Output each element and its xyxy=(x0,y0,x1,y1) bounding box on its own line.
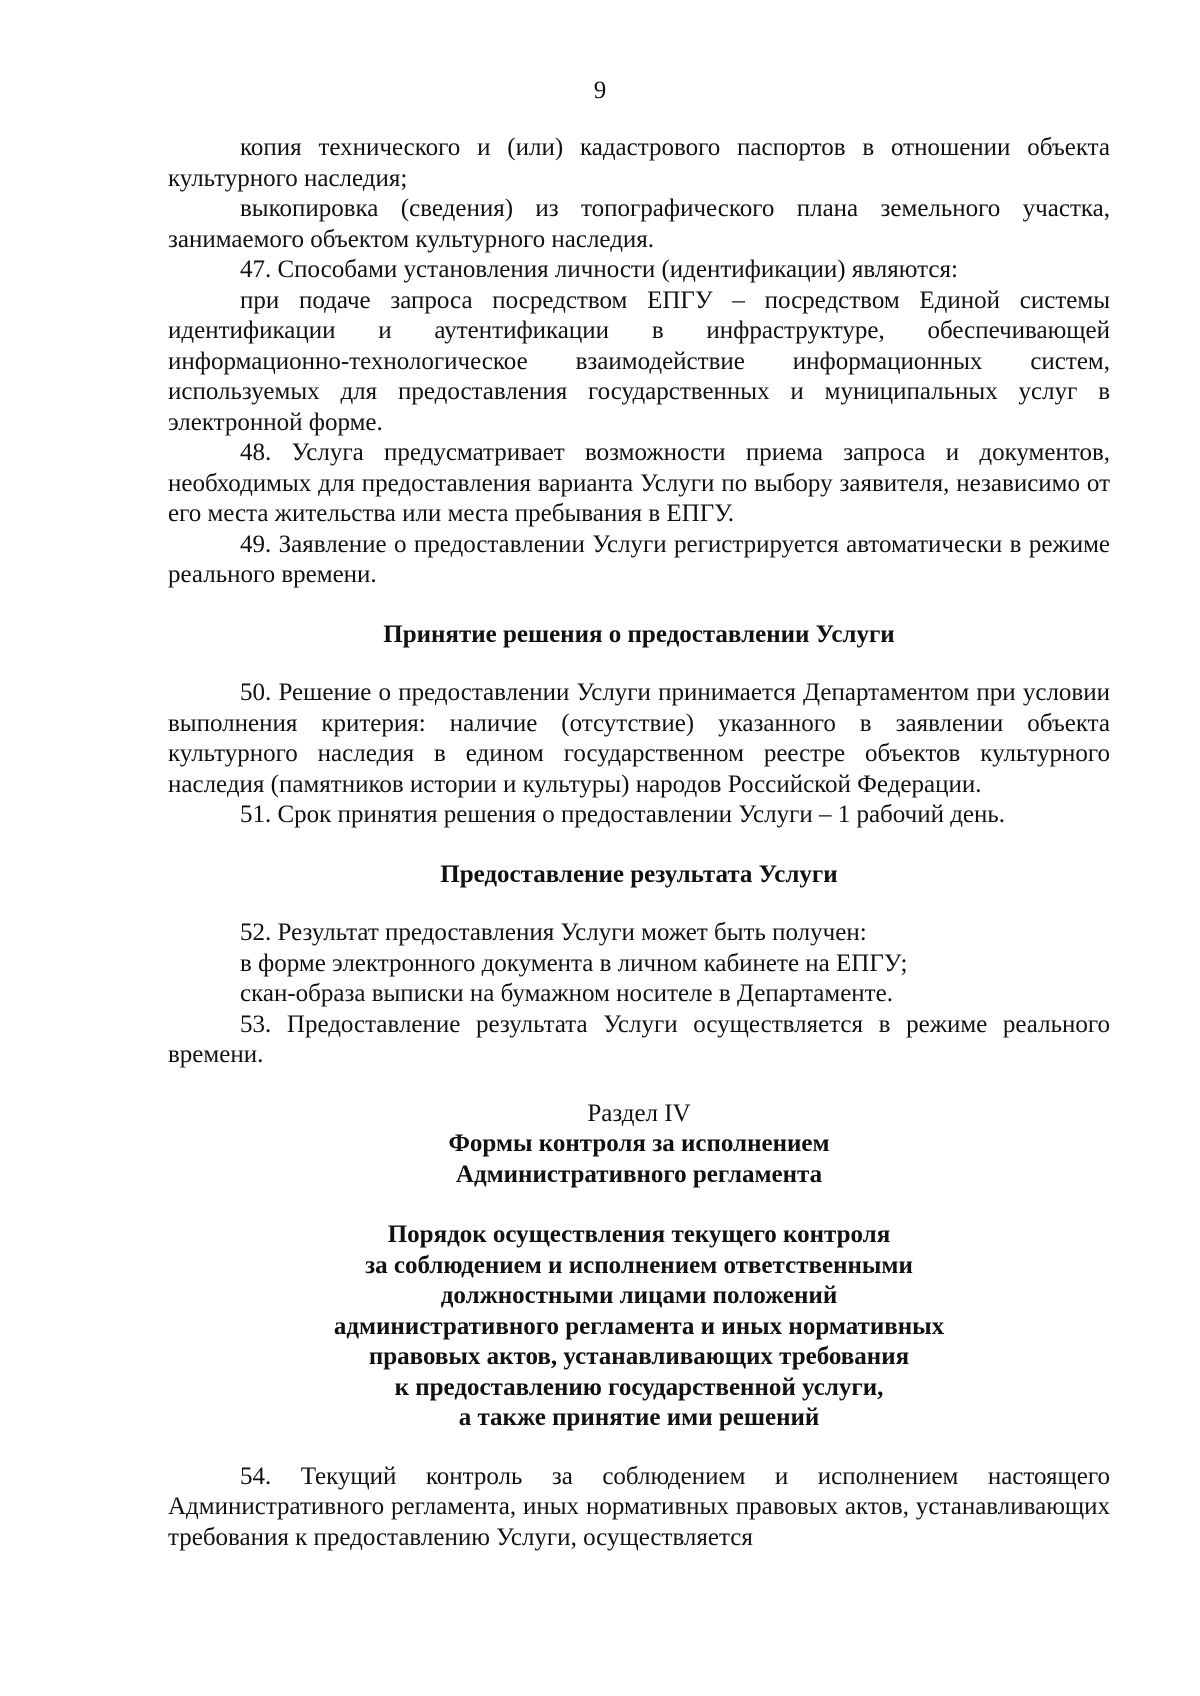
section-title-line-2: Административного регламента xyxy=(455,1160,823,1188)
heading-decision: Принятие решения о предоставлении Услуги xyxy=(383,620,895,648)
page-number: 9 xyxy=(593,77,607,104)
heading-control-line-2: за соблюдением и исполнением ответственными xyxy=(365,1251,913,1279)
heading-control-line-4: административного регламента и иных нормативных xyxy=(333,1312,945,1340)
heading-control-line-5: правовых актов, устанавливающих требования xyxy=(368,1343,910,1370)
heading-result: Предоставление результата Услуги xyxy=(440,860,838,888)
paragraph-49: 49. Заявление о предоставлении Услуги регистрируется автоматически в режиме реального времени. xyxy=(168,530,1110,588)
paragraph-52: 52. Результат предоставления Услуги может быть получен: xyxy=(240,919,867,946)
section-title-line-1: Формы контроля за исполнением xyxy=(448,1130,830,1157)
document-body xyxy=(168,133,1110,1553)
paragraph-48: 48. Услуга предусматривает возможности приема запроса и документов, необходимых для предоставления варианта Услуги по выбору заявителя, независимо от его места жительства или места пребывания в ЕПГУ. xyxy=(168,439,1110,527)
paragraph-53: 53. Предоставление результата Услуги осуществляется в режиме реального времени. xyxy=(168,1010,1110,1068)
heading-control-line-3: должностными лицами положений xyxy=(440,1282,838,1309)
heading-control-line-7: а также принятие ими решений xyxy=(458,1404,820,1431)
paragraph-epgu-identification: при подаче запроса посредством ЕПГУ – посредством Единой системы идентификации и аутентификации в инфраструктуре, обеспечивающей информационно-технологическое взаимодействие информационных систем, используемых для предоставления государственных и муниципальных услуг в электронной форме. xyxy=(168,286,1110,436)
heading-control-line-1: Порядок осуществления текущего контроля xyxy=(387,1221,891,1248)
paragraph-passport-copy: копия технического и (или) кадастрового паспортов в отношении объекта культурного наследия; xyxy=(168,134,1110,192)
paragraph-50: 50. Решение о предоставлении Услуги принимается Департаментом при условии выполнения критерия: наличие (отсутствие) указанного в заявлении объекта культурного наследия в едином государственном реестре объектов культурного наследия (памятников истории и культуры) народов Российской Федерации. xyxy=(168,679,1110,798)
paragraph-52-paper: скан-образа выписки на бумажном носителе в Департаменте. xyxy=(240,980,893,1007)
heading-control-line-6: к предоставлению государственной услуги, xyxy=(394,1373,884,1401)
paragraph-51: 51. Срок принятия решения о предоставлении Услуги – 1 рабочий день. xyxy=(240,801,1006,828)
paragraph-topographic-extract: выкопировка (сведения) из топографического плана земельного участка, занимаемого объектом культурного наследия. xyxy=(168,195,1110,253)
paragraph-47: 47. Способами установления личности (идентификации) являются: xyxy=(240,256,958,283)
paragraph-52-electronic: в форме электронного документа в личном кабинете на ЕПГУ; xyxy=(240,949,908,977)
section-label: Раздел IV xyxy=(587,1099,691,1127)
paragraph-54: 54. Текущий контроль за соблюдением и исполнением настоящего Административного регламента, иных нормативных правовых актов, устанавливающих требования к предоставлению Услуги, осуществляется xyxy=(168,1462,1110,1551)
